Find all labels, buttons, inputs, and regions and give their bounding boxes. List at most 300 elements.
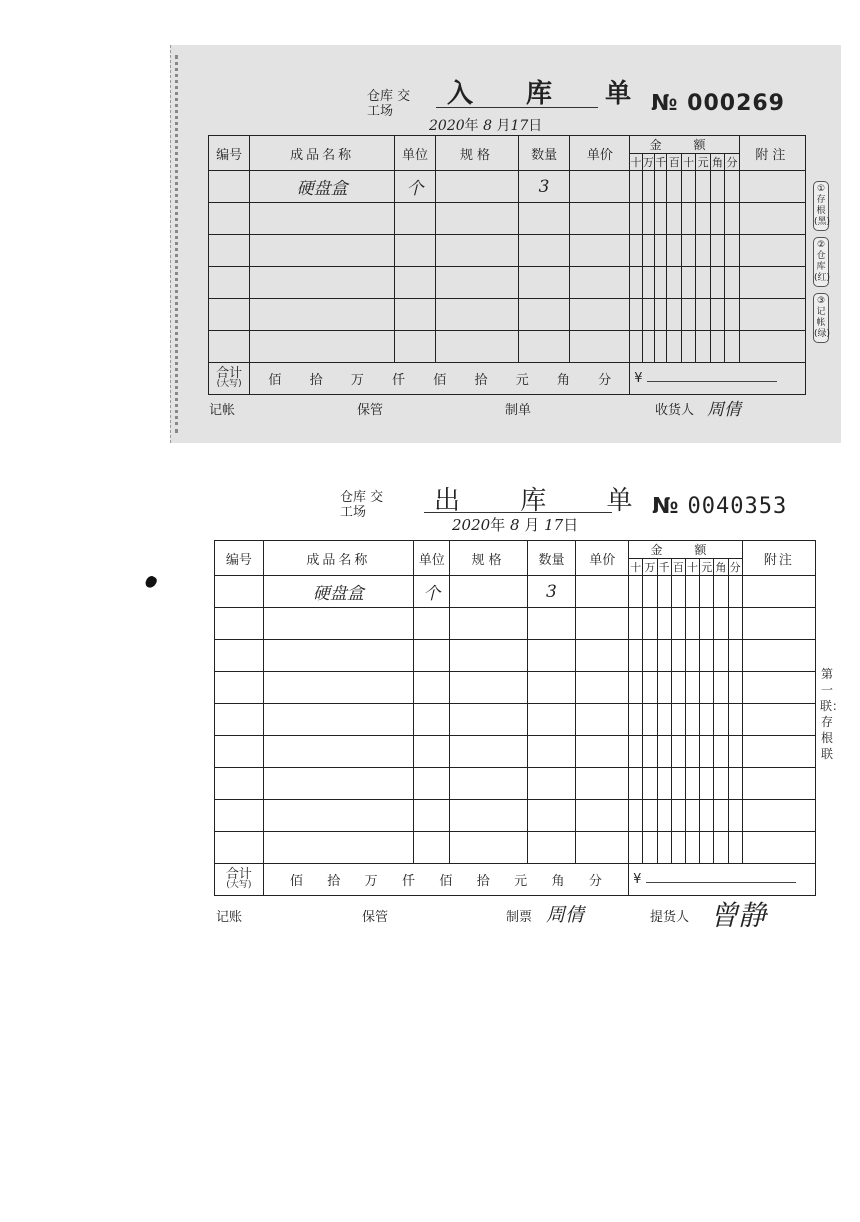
header-name: 成品名称 — [250, 136, 395, 171]
amount-digit-header: 百 — [671, 559, 685, 576]
cell-name — [263, 800, 413, 832]
cell-qty — [527, 640, 576, 672]
date-month-unit: 月 — [496, 118, 511, 134]
cell-amount-digit — [728, 576, 742, 608]
header-unit: 单位 — [413, 541, 450, 576]
cell-name — [250, 267, 395, 299]
cell-amount-digit — [643, 800, 657, 832]
cell-spec — [436, 171, 519, 203]
footer-prepared: 制票 — [506, 910, 533, 925]
cell-amount-digit — [643, 736, 657, 768]
cell-amount-digit — [643, 832, 657, 864]
cell-amount-digit — [657, 704, 671, 736]
cell-price — [570, 331, 630, 363]
table-row — [215, 576, 816, 608]
amount-digit-header: 千 — [657, 559, 671, 576]
warehouse-label-text: 仓库 — [340, 490, 367, 505]
cell-unit: 个 — [413, 576, 450, 608]
amount-digit-header: 百 — [667, 154, 681, 171]
copy-tab: ②仓库(红) — [813, 237, 829, 287]
total-words — [263, 864, 628, 896]
date-day-unit: 日 — [528, 118, 543, 134]
cell-amount-digit — [700, 608, 714, 640]
cell-amount-digit — [710, 171, 724, 203]
cell-unit — [413, 640, 450, 672]
cell-spec — [450, 704, 527, 736]
cell-remark — [742, 832, 815, 864]
date-day: 17 — [510, 118, 529, 134]
cell-amount-digit — [629, 768, 643, 800]
cell-name — [250, 203, 395, 235]
cell-price — [576, 768, 629, 800]
cell-amount-digit — [681, 299, 695, 331]
receipt-number — [651, 91, 785, 116]
receipt-slip — [170, 45, 841, 443]
total-label-text: 合计 — [216, 365, 243, 381]
footer-receiver-label: 提货人 — [650, 910, 690, 925]
cell-unit — [394, 331, 435, 363]
table-row — [215, 608, 816, 640]
cell-code — [215, 672, 264, 704]
header-remark: 附注 — [742, 541, 815, 576]
cell-amount-digit — [657, 640, 671, 672]
cell-amount-digit — [657, 736, 671, 768]
total-unit: 拾 — [309, 373, 323, 388]
cell-amount-digit — [642, 235, 654, 267]
amount-digit-header: 角 — [714, 559, 728, 576]
yen-line — [647, 381, 777, 382]
cell-amount-digit — [629, 576, 643, 608]
number-value: 000269 — [687, 91, 785, 116]
receipt-table — [208, 135, 806, 395]
header-remark: 附注 — [739, 136, 805, 171]
cell-price — [570, 203, 630, 235]
cell-amount-digit — [685, 640, 699, 672]
total-yen — [629, 864, 816, 896]
cell-price — [576, 640, 629, 672]
total-sub-text: (大写) — [226, 879, 252, 890]
cell-amount-digit — [630, 267, 642, 299]
cell-amount-digit — [725, 203, 740, 235]
warehouse-label — [340, 490, 383, 520]
cell-amount-digit — [685, 576, 699, 608]
cell-amount-digit — [700, 672, 714, 704]
cell-remark — [742, 768, 815, 800]
cell-remark — [739, 203, 805, 235]
date-month: 8 — [509, 516, 520, 534]
cell-price — [570, 235, 630, 267]
cell-amount-digit — [725, 331, 740, 363]
cell-spec — [450, 576, 527, 608]
cell-amount-digit — [725, 267, 740, 299]
cell-amount-digit — [728, 736, 742, 768]
header-code: 编号 — [215, 541, 264, 576]
amount-digit-header: 元 — [696, 154, 710, 171]
cell-amount-digit — [655, 267, 667, 299]
cell-amount-digit — [685, 704, 699, 736]
number-label: № — [652, 494, 680, 519]
receipt-title: 入 库 单 — [447, 79, 654, 109]
cell-amount-digit — [696, 267, 710, 299]
cell-price — [576, 576, 629, 608]
cell-name: 硬盘盒 — [263, 576, 413, 608]
amount-digit-header: 角 — [710, 154, 724, 171]
date-month-unit: 月 — [524, 516, 540, 534]
cell-amount-digit — [700, 704, 714, 736]
cell-amount-digit — [667, 203, 681, 235]
cell-spec — [450, 672, 527, 704]
amount-digit-header: 元 — [700, 559, 714, 576]
cell-amount-digit — [629, 672, 643, 704]
cell-price — [570, 299, 630, 331]
table-row — [209, 331, 806, 363]
ink-smudge — [144, 574, 159, 589]
delivery-date — [452, 514, 578, 535]
amount-digit-header: 十 — [630, 154, 642, 171]
delivery-slip — [190, 470, 845, 960]
delivery-title: 出 库 单 — [434, 486, 659, 516]
amount-digit-header: 分 — [725, 154, 740, 171]
cell-amount-digit — [671, 832, 685, 864]
cell-name — [263, 608, 413, 640]
cell-amount-digit — [728, 672, 742, 704]
cell-amount-digit — [643, 576, 657, 608]
total-unit: 角 — [556, 373, 570, 388]
total-unit: 分 — [588, 874, 602, 889]
cell-qty — [527, 736, 576, 768]
yen-line — [646, 882, 796, 883]
total-unit: 仟 — [402, 874, 416, 889]
cell-unit — [413, 704, 450, 736]
cell-spec — [450, 768, 527, 800]
cell-unit: 个 — [394, 171, 435, 203]
table-row — [209, 235, 806, 267]
cell-remark — [742, 800, 815, 832]
cell-qty: 3 — [518, 171, 570, 203]
cell-amount-digit — [728, 800, 742, 832]
total-words — [250, 363, 630, 395]
header-price: 单价 — [576, 541, 629, 576]
footer-prepared: 制单 — [505, 403, 532, 418]
total-unit: 佰 — [433, 373, 447, 388]
cell-amount-digit — [643, 704, 657, 736]
warehouse-label — [367, 89, 410, 119]
cell-amount-digit — [714, 608, 728, 640]
cell-code — [209, 203, 250, 235]
date-year-unit: 年 — [464, 118, 479, 134]
perforation-edge — [175, 55, 186, 433]
table-row — [215, 672, 816, 704]
cell-amount-digit — [681, 331, 695, 363]
warehouse-label-text: 工场 — [367, 104, 394, 119]
cell-amount-digit — [630, 171, 642, 203]
cell-amount-digit — [667, 171, 681, 203]
total-label — [215, 864, 264, 896]
cell-qty — [527, 768, 576, 800]
header-unit: 单位 — [394, 136, 435, 171]
header-qty: 数量 — [518, 136, 570, 171]
amount-digit-header: 十 — [681, 154, 695, 171]
table-row — [209, 203, 806, 235]
warehouse-label-text: 交 — [370, 490, 384, 505]
cell-qty — [527, 800, 576, 832]
cell-amount-digit — [685, 736, 699, 768]
cell-remark — [742, 608, 815, 640]
header-amount: 金 额 — [629, 541, 743, 559]
amount-digit-header: 千 — [655, 154, 667, 171]
cell-unit — [413, 608, 450, 640]
cell-amount-digit — [671, 576, 685, 608]
cell-amount-digit — [655, 235, 667, 267]
cell-name: 硬盘盒 — [250, 171, 395, 203]
total-unit: 角 — [551, 874, 565, 889]
cell-remark — [742, 736, 815, 768]
cell-amount-digit — [710, 267, 724, 299]
cell-remark — [742, 672, 815, 704]
cell-amount-digit — [728, 832, 742, 864]
cell-remark — [742, 576, 815, 608]
number-label: № — [651, 91, 679, 116]
cell-spec — [450, 736, 527, 768]
cell-name — [263, 832, 413, 864]
cell-code — [209, 171, 250, 203]
cell-amount-digit — [642, 299, 654, 331]
cell-amount-digit — [728, 608, 742, 640]
date-month: 8 — [483, 118, 493, 134]
cell-amount-digit — [655, 171, 667, 203]
cell-amount-digit — [643, 768, 657, 800]
date-year: 2020 — [452, 516, 491, 534]
amount-digit-header: 十 — [685, 559, 699, 576]
cell-amount-digit — [696, 299, 710, 331]
cell-amount-digit — [728, 640, 742, 672]
cell-remark — [742, 704, 815, 736]
cell-code — [209, 299, 250, 331]
header-spec: 规格 — [450, 541, 527, 576]
table-row — [215, 736, 816, 768]
cell-unit — [394, 235, 435, 267]
total-unit: 元 — [514, 874, 528, 889]
cell-amount-digit — [685, 832, 699, 864]
header-qty: 数量 — [527, 541, 576, 576]
date-year: 2020 — [429, 118, 465, 134]
total-label-text: 合计 — [225, 866, 252, 882]
cell-amount-digit — [714, 736, 728, 768]
cell-qty — [518, 235, 570, 267]
cell-price — [576, 672, 629, 704]
cell-amount-digit — [642, 331, 654, 363]
cell-name — [250, 331, 395, 363]
footer-custody: 保管 — [362, 910, 389, 925]
cell-remark — [742, 640, 815, 672]
copy-tabs — [813, 181, 829, 349]
cell-code — [209, 235, 250, 267]
amount-digit-header: 万 — [642, 154, 654, 171]
total-unit: 元 — [515, 373, 529, 388]
cell-code — [215, 608, 264, 640]
header-name: 成品名称 — [263, 541, 413, 576]
table-row — [209, 299, 806, 331]
cell-amount-digit — [685, 800, 699, 832]
cell-spec — [450, 640, 527, 672]
yen-symbol: ¥ — [633, 872, 642, 887]
cell-amount-digit — [700, 800, 714, 832]
cell-qty — [527, 704, 576, 736]
cell-unit — [413, 768, 450, 800]
cell-unit — [394, 267, 435, 299]
cell-amount-digit — [667, 267, 681, 299]
cell-amount-digit — [696, 235, 710, 267]
cell-amount-digit — [700, 640, 714, 672]
delivery-number — [652, 494, 787, 519]
cell-amount-digit — [630, 235, 642, 267]
cell-amount-digit — [671, 672, 685, 704]
cell-amount-digit — [710, 235, 724, 267]
cell-qty — [527, 672, 576, 704]
cell-amount-digit — [657, 672, 671, 704]
cell-amount-digit — [725, 235, 740, 267]
cell-remark — [739, 267, 805, 299]
cell-unit — [413, 800, 450, 832]
cell-name — [263, 736, 413, 768]
warehouse-label-text: 工场 — [340, 505, 367, 520]
total-unit: 拾 — [476, 874, 490, 889]
cell-amount-digit — [642, 203, 654, 235]
cell-amount-digit — [667, 299, 681, 331]
cell-qty — [527, 832, 576, 864]
table-row — [215, 704, 816, 736]
cell-amount-digit — [643, 640, 657, 672]
cell-spec — [436, 299, 519, 331]
cell-amount-digit — [642, 267, 654, 299]
cell-remark — [739, 235, 805, 267]
cell-qty: 3 — [527, 576, 576, 608]
cell-amount-digit — [630, 299, 642, 331]
cell-unit — [413, 672, 450, 704]
cell-amount-digit — [655, 331, 667, 363]
title-underline — [436, 107, 598, 108]
cell-qty — [518, 203, 570, 235]
cell-amount-digit — [714, 704, 728, 736]
cell-spec — [450, 832, 527, 864]
cell-amount-digit — [714, 832, 728, 864]
table-row — [215, 832, 816, 864]
header-price: 单价 — [570, 136, 630, 171]
cell-price — [576, 736, 629, 768]
cell-amount-digit — [710, 299, 724, 331]
cell-amount-digit — [629, 608, 643, 640]
table-row — [215, 640, 816, 672]
header-amount: 金 额 — [630, 136, 740, 154]
cell-code — [215, 832, 264, 864]
warehouse-label-text: 交 — [397, 89, 411, 104]
cell-amount-digit — [714, 640, 728, 672]
header-spec: 规格 — [436, 136, 519, 171]
footer-bookkeeping: 记账 — [216, 910, 243, 925]
cell-code — [215, 640, 264, 672]
cell-amount-digit — [725, 171, 740, 203]
cell-amount-digit — [657, 800, 671, 832]
cell-amount-digit — [681, 267, 695, 299]
cell-remark — [739, 331, 805, 363]
cell-code — [215, 800, 264, 832]
amount-digit-header: 十 — [629, 559, 643, 576]
cell-price — [570, 171, 630, 203]
total-unit: 佰 — [439, 874, 453, 889]
cell-price — [576, 704, 629, 736]
cell-name — [263, 768, 413, 800]
footer-receiver-label: 收货人 — [655, 403, 695, 418]
cell-amount-digit — [700, 768, 714, 800]
delivery-table — [214, 540, 816, 896]
cell-unit — [394, 203, 435, 235]
total-unit: 佰 — [289, 874, 303, 889]
cell-amount-digit — [630, 331, 642, 363]
cell-unit — [413, 832, 450, 864]
cell-spec — [436, 235, 519, 267]
cell-remark — [739, 299, 805, 331]
footer-bookkeeping: 记帐 — [209, 403, 236, 418]
cell-amount-digit — [685, 768, 699, 800]
cell-amount-digit — [671, 736, 685, 768]
cell-code — [215, 768, 264, 800]
cell-amount-digit — [655, 299, 667, 331]
preparer-signature: 周倩 — [546, 904, 585, 926]
cell-spec — [450, 800, 527, 832]
cell-amount-digit — [681, 235, 695, 267]
cell-amount-digit — [710, 331, 724, 363]
cell-code — [209, 267, 250, 299]
table-row — [209, 171, 806, 203]
cell-amount-digit — [714, 672, 728, 704]
cell-remark — [739, 171, 805, 203]
cell-amount-digit — [671, 768, 685, 800]
table-row — [215, 768, 816, 800]
cell-amount-digit — [657, 832, 671, 864]
cell-code — [215, 736, 264, 768]
cell-amount-digit — [642, 171, 654, 203]
cell-unit — [413, 736, 450, 768]
cell-amount-digit — [714, 800, 728, 832]
cell-amount-digit — [681, 171, 695, 203]
cell-amount-digit — [685, 672, 699, 704]
cell-amount-digit — [671, 608, 685, 640]
copy-tab: ①存根(黑) — [813, 181, 829, 231]
cell-amount-digit — [657, 608, 671, 640]
cell-name — [250, 235, 395, 267]
receiver-signature: 周倩 — [707, 400, 741, 420]
cell-amount-digit — [657, 768, 671, 800]
cell-amount-digit — [725, 299, 740, 331]
cell-name — [263, 672, 413, 704]
footer-custody: 保管 — [357, 403, 384, 418]
receipt-date — [429, 115, 542, 135]
cell-name — [250, 299, 395, 331]
cell-amount-digit — [681, 203, 695, 235]
cell-amount-digit — [700, 576, 714, 608]
cell-amount-digit — [629, 800, 643, 832]
cell-amount-digit — [671, 640, 685, 672]
copy-note: 第一联：存根联 — [820, 667, 845, 761]
cell-price — [570, 267, 630, 299]
cell-qty — [518, 267, 570, 299]
cell-price — [576, 608, 629, 640]
number-value: 0040353 — [687, 494, 788, 519]
cell-name — [263, 704, 413, 736]
date-day-unit: 日 — [563, 516, 579, 534]
cell-amount-digit — [710, 203, 724, 235]
total-unit: 佰 — [268, 373, 282, 388]
